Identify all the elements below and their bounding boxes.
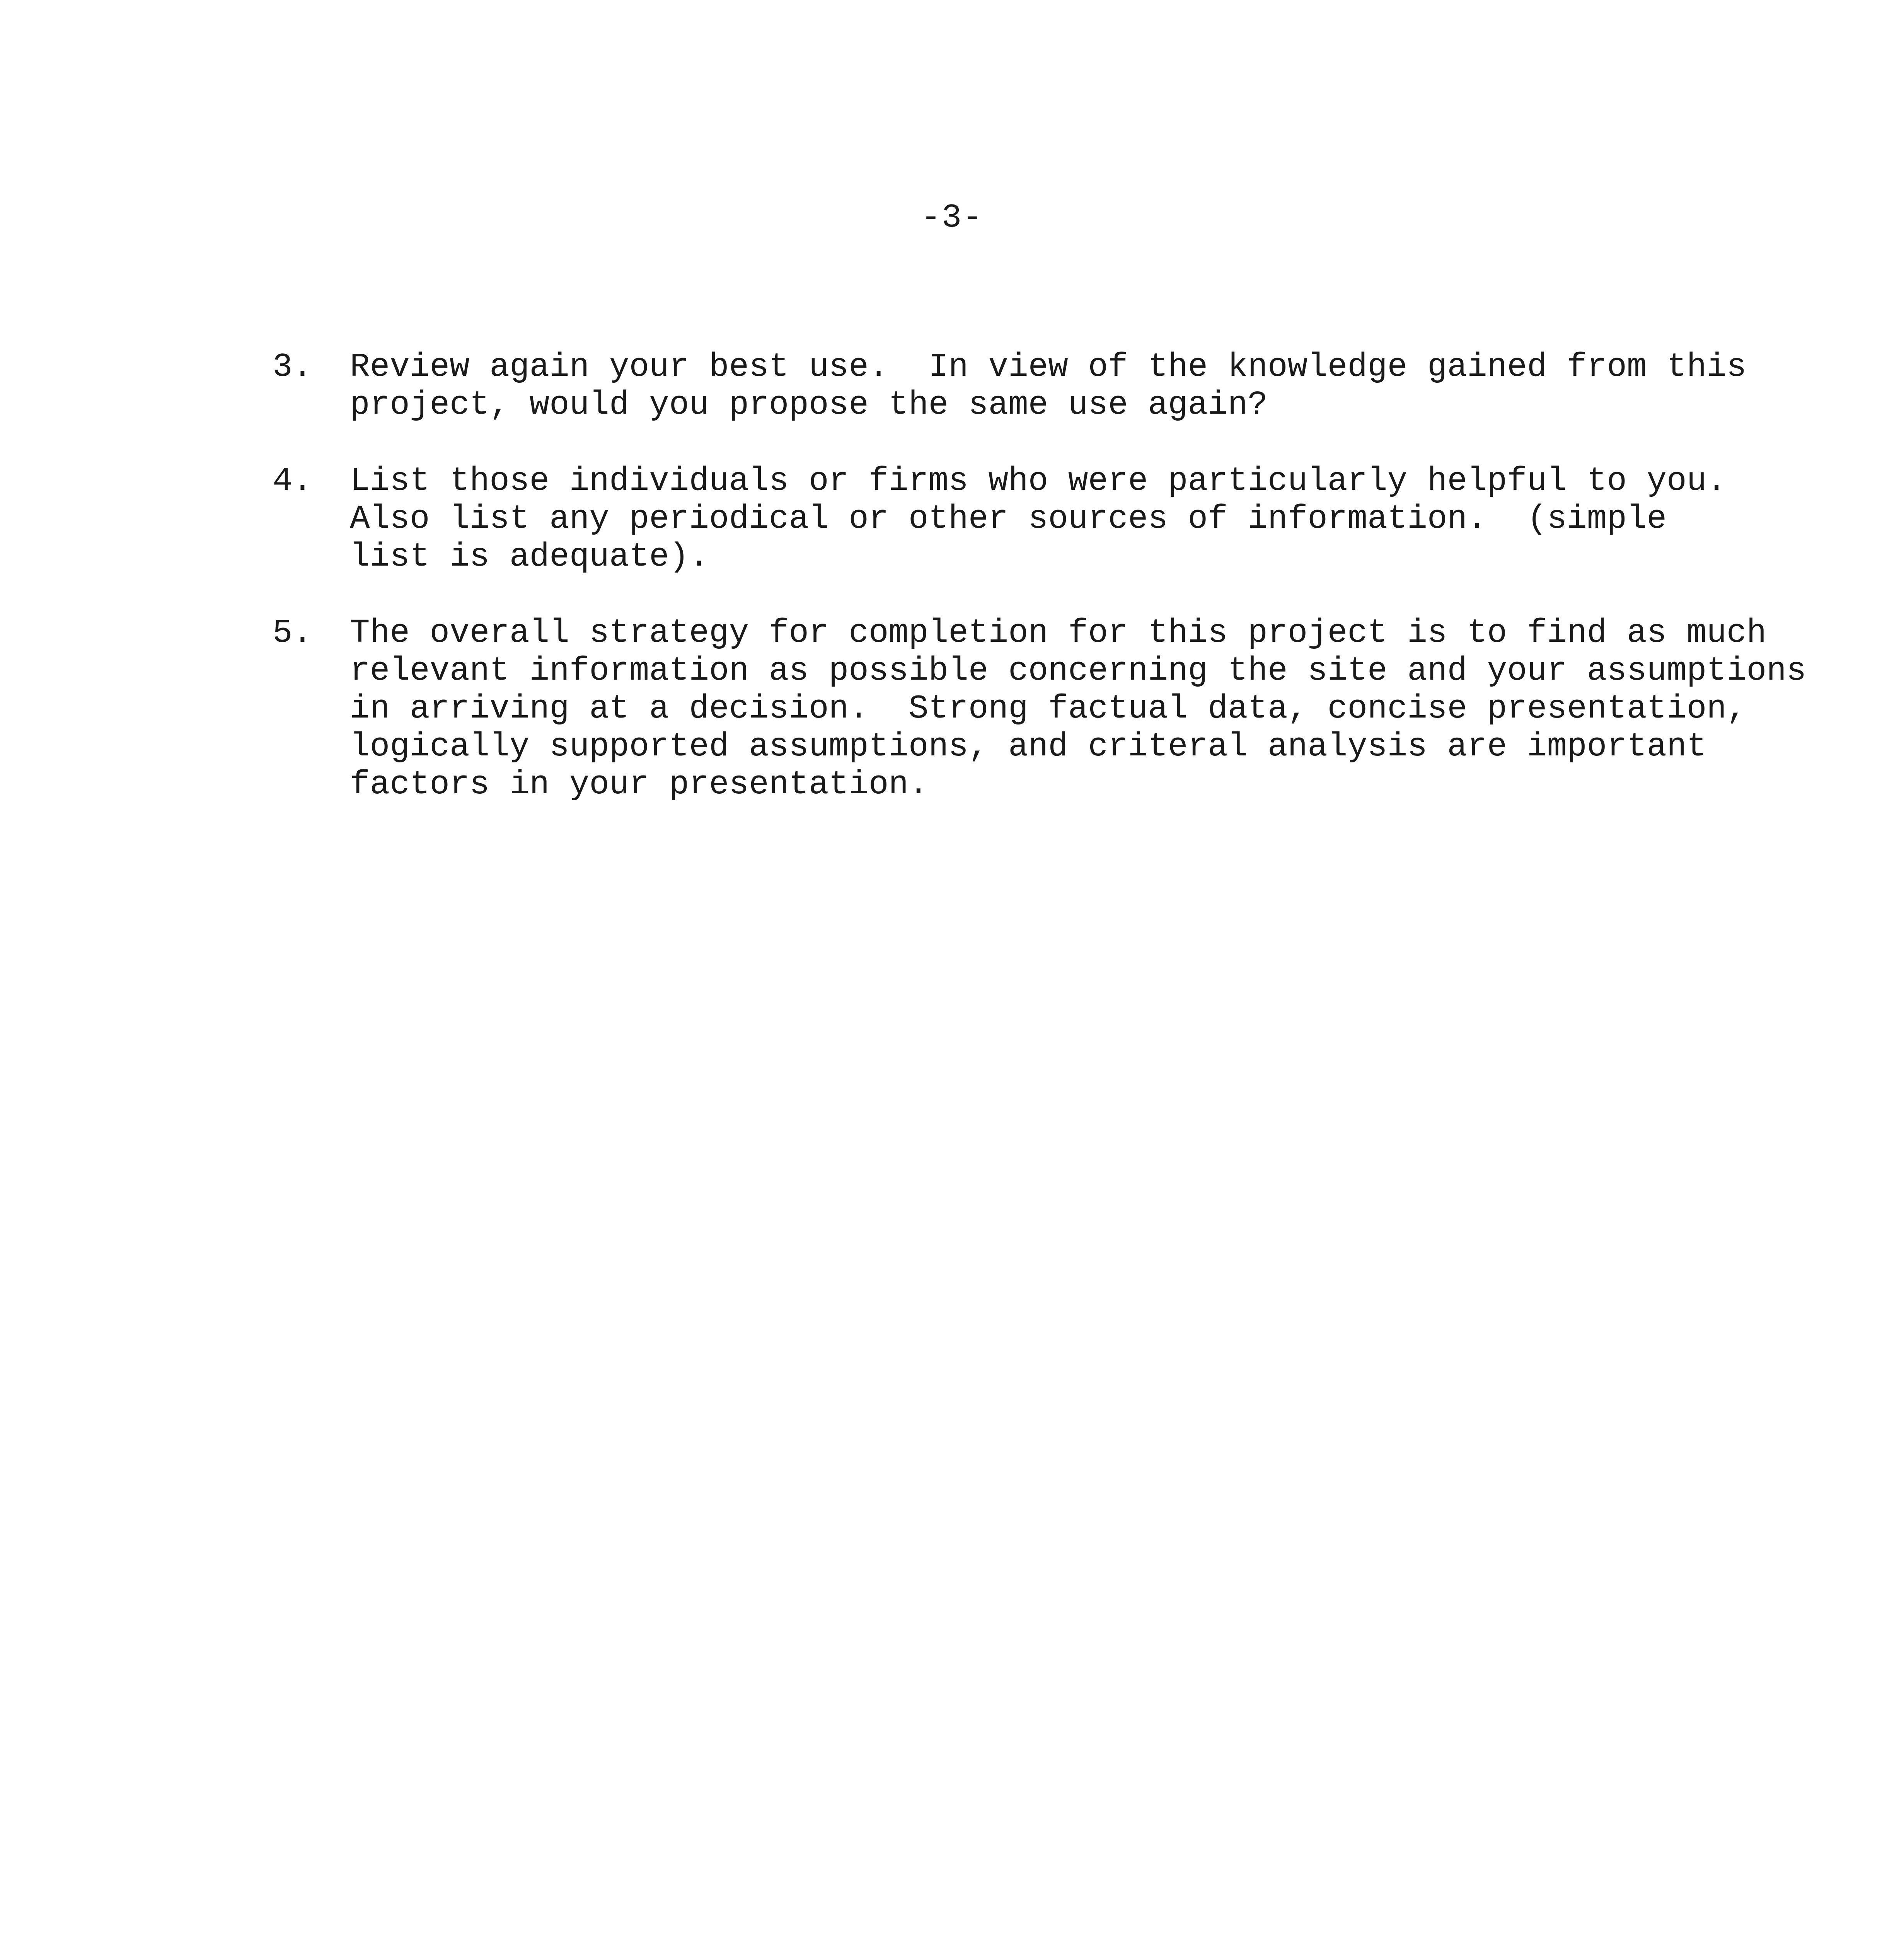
text-line: The overall strategy for completion for this project is to find as much: [350, 614, 1767, 652]
text-line: relevant information as possible concerning the site and your assumptions: [350, 652, 1807, 690]
text-line: list is adequate).: [350, 538, 709, 576]
text-line: Review again your best use. In view of the knowledge gained from this: [350, 348, 1747, 386]
text-line: Also list any periodical or other sources of information. (simple: [350, 500, 1667, 538]
item-text: [350, 462, 1819, 576]
text-line: project, would you propose the same use again?: [350, 386, 1268, 424]
text-line: logically supported assumptions, and criteral analysis are important: [350, 728, 1707, 765]
item-number: 3.: [273, 348, 313, 386]
text-line: List those individuals or firms who were particularly helpful to you.: [350, 462, 1727, 500]
item-text: [350, 614, 1819, 803]
text-line: in arriving at a decision. Strong factual data, concise presentation,: [350, 690, 1747, 728]
item-number: 5.: [273, 614, 313, 652]
page-number: -3-: [921, 199, 983, 237]
item-text: [350, 348, 1819, 424]
item-number: 4.: [273, 462, 313, 500]
text-line: factors in your presentation.: [350, 765, 929, 803]
